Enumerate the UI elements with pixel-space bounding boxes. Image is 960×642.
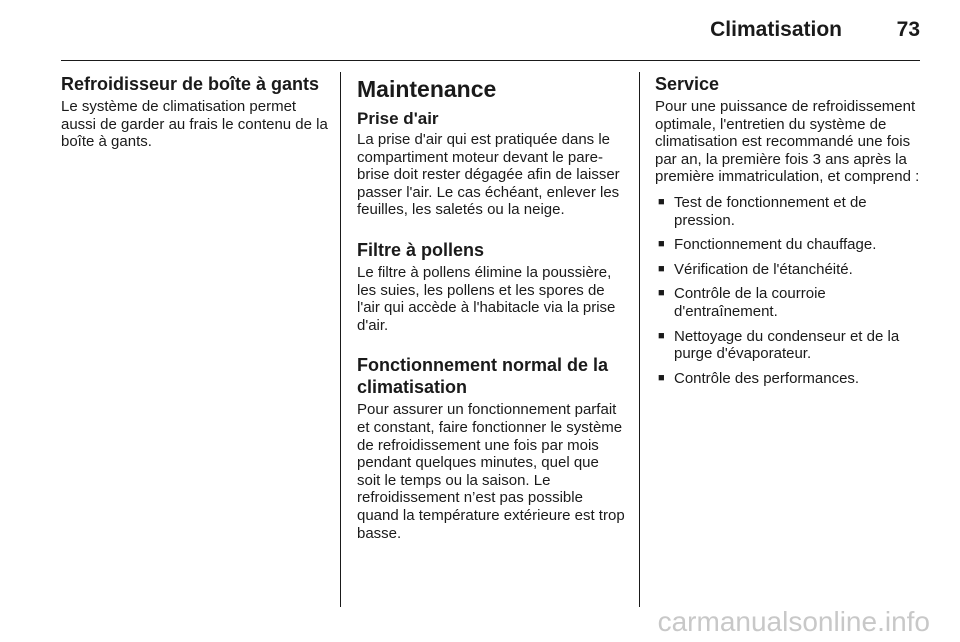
list-item: ■ Fonctionnement du chauffage.	[655, 236, 923, 254]
service-intro: Pour une puissance de refroidissement optimale, l'entretien du système de climatisation est recommandé une fois par an, la première fois 3 ans après la première immatriculation, et comprend :	[655, 98, 920, 186]
maintenance-heading: Maintenance	[357, 76, 497, 102]
bullet-icon	[658, 194, 665, 212]
watermark: carmanualsonline.info	[657, 606, 930, 637]
normal-operation-text: Pour assurer un fonctionnement parfait et constant, faire fonctionner le système de refroidissement une fois par mois pendant quelques minutes, quel que soit le temps ou la saison. Le refroidissement n’est pas possible quand la température extérieure est trop basse.	[357, 401, 625, 542]
column-3	[655, 73, 923, 394]
header-divider	[61, 60, 920, 61]
bullet-icon	[658, 370, 665, 388]
column-2	[357, 73, 625, 562]
service-heading: Service	[655, 74, 720, 94]
list-item: ■ Nettoyage du condenseur et de la purge d'évaporateur.	[655, 328, 923, 363]
bullet-icon	[658, 285, 665, 303]
list-item: ■ Contrôle de la courroie d'entraînement.	[655, 285, 923, 320]
page-title: Climatisation	[710, 18, 842, 41]
glovebox-cooler-text: Le système de climatisation permet aussi de garder au frais le contenu de la boîte à gants.	[61, 98, 328, 151]
pollen-filter-text: Le filtre à pollens élimine la poussière, les suies, les pollens et les spores de l'air qui accède à l'habitacle via la prise d'air.	[357, 263, 616, 334]
bullet-icon	[658, 261, 665, 279]
air-intake-heading: Prise d'air	[357, 109, 439, 128]
air-intake-text: La prise d'air qui est pratiquée dans le compartiment moteur devant le pare-brise doit rester dégagée afin de laisser passer l'air. Le cas échéant, enlever les feuilles, les saletés ou la neige.	[357, 131, 620, 219]
column-divider-1	[340, 72, 341, 607]
list-item: ■ Test de fonctionnement et de pression.	[655, 194, 923, 229]
column-1	[61, 73, 333, 171]
normal-operation-heading: Fonctionnement normal de la climatisation	[357, 355, 609, 398]
list-item: ■ Contrôle des performances.	[655, 370, 923, 388]
page-number: 73	[896, 18, 920, 41]
column-divider-2	[639, 72, 640, 607]
glovebox-cooler-heading: Refroidisseur de boîte à gants	[61, 74, 320, 94]
service-list	[655, 194, 923, 387]
bullet-icon	[658, 236, 665, 254]
bullet-icon	[658, 328, 665, 346]
pollen-filter-heading: Filtre à pollens	[357, 239, 485, 260]
list-item: ■ Vérification de l'étanchéité.	[655, 261, 923, 279]
page-header	[0, 0, 960, 60]
